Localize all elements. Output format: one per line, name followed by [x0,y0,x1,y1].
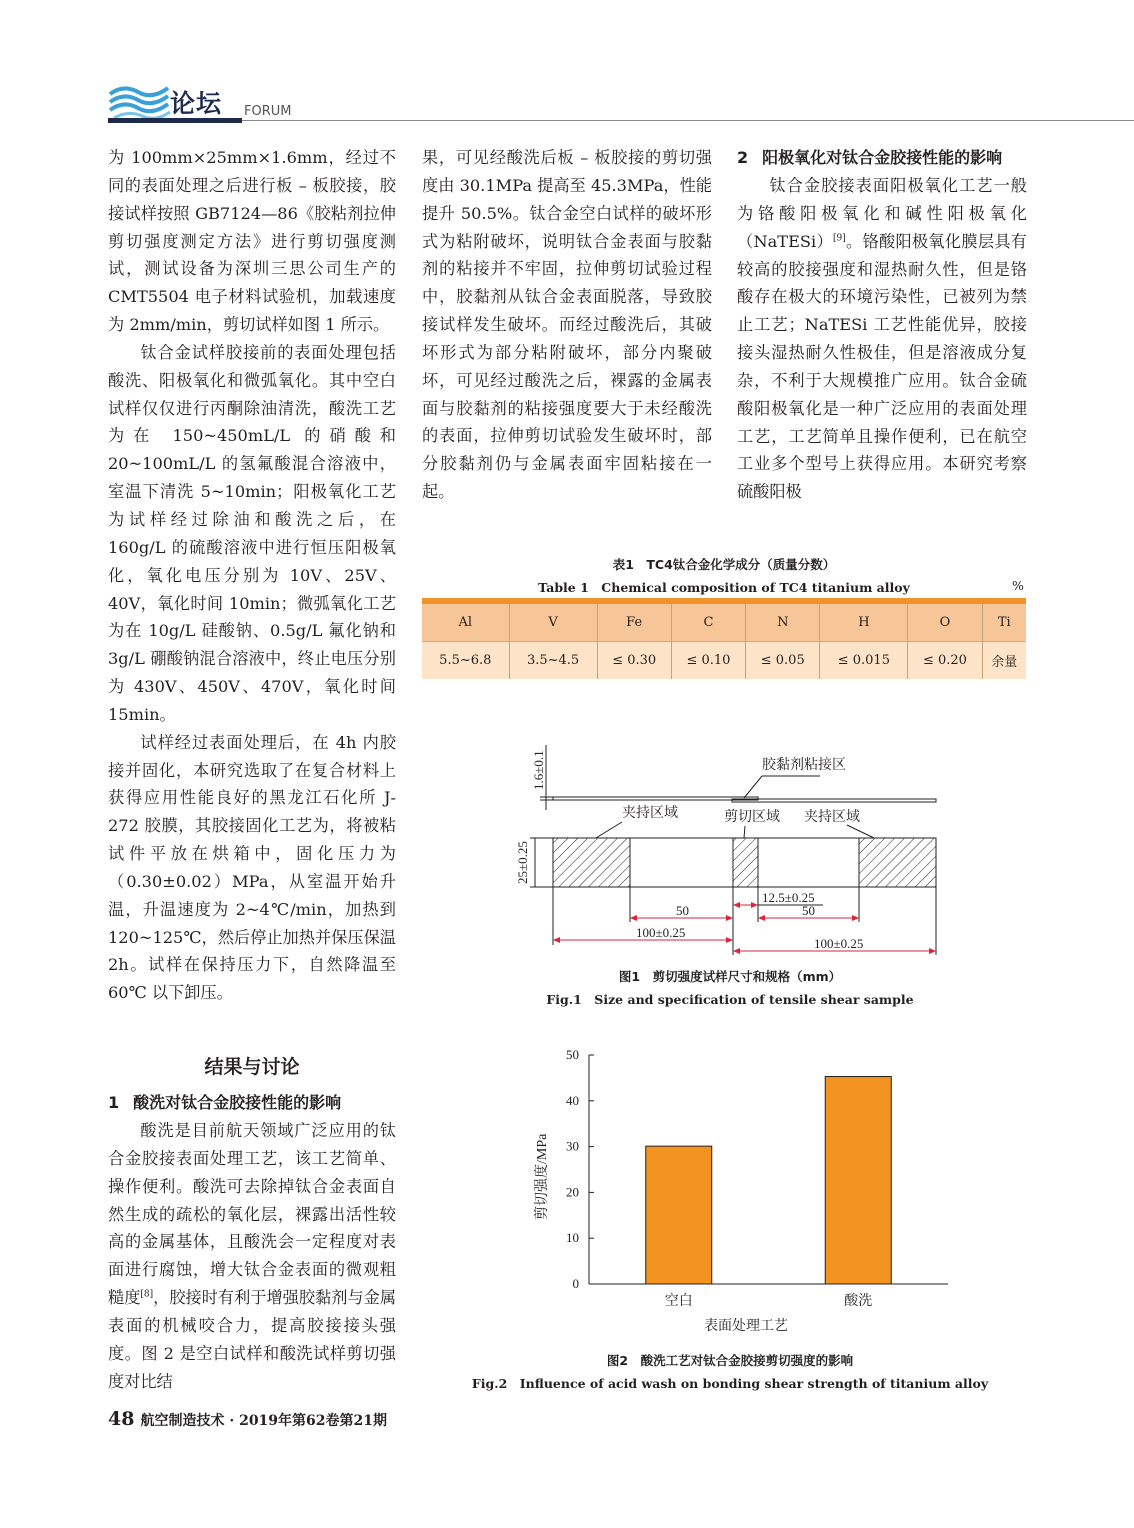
table-cell: ≤ 0.015 [820,641,908,679]
y-tick-label: 30 [566,1138,579,1154]
col1-paragraph-4-text: 酸洗是目前航天领域广泛应用的钛合金胶接表面处理工艺，该工艺简单、操作便利。酸洗可去除掉钛合金表面自然生成的疏松的氧化层，裸露出活性较高的金属基体，且酸洗会一定程度对表面进行腐蚀，增大钛合金表面的微观粗糙度 [108,1121,396,1308]
adhesive-leader [744,776,762,798]
x-tick-label: 空白 [664,1294,693,1309]
table-header-cell: N [746,601,820,641]
header-rule [242,120,1134,121]
clamp-zone-right [859,838,936,887]
col2-paragraph-1: 果，可见经酸洗后板 – 板胶接的剪切强度由 30.1MPa 提高至 45.3MPa，性能提升 50.5%。钛合金空白试样的破坏形式为粘附破坏，说明钛合金表面与胶黏剂的粘接并不牢固，拉伸剪切试验过程中，胶黏剂从钛合金表面脱落，导致胶接试样发生破坏。而经过酸洗后，其破坏形式为部分粘附破坏，部分内聚破坏，可见经过酸洗之后，裸露的金属表面与胶黏剂的粘接强度要大于未经酸洗的表面，拉伸剪切试验发生破坏时，部分胶黏剂仍与金属表面牢固粘接在一起。 [422,148,712,502]
bar [646,1146,712,1284]
y-tick-label: 10 [566,1230,579,1246]
column-1-lower [108,1089,396,1395]
dim-100-right-label: 100±0.25 [814,936,864,951]
table-cell: 3.5~4.5 [509,641,597,679]
y-axis-label: 剪切强度/MPa [535,1133,550,1220]
section-1-title: 酸洗对钛合金胶接性能的影响 [133,1093,342,1112]
shear-zone [733,838,758,887]
column-2 [422,144,712,506]
col1-paragraph-4 [108,1117,396,1395]
specimen-diagram [500,735,960,960]
table-1-caption-en: Table 1 Chemical composition of TC4 titanium alloy [538,580,910,595]
clamp-right-leader [847,825,874,838]
forum-logo-icon [108,80,172,122]
y-tick-label: 50 [566,1047,579,1062]
dim-overlap-label: 12.5±0.25 [762,890,815,905]
section-1-heading [108,1089,396,1117]
table-header-row [422,601,1026,641]
clamp-left-label: 夹持区域 [622,806,678,821]
section-2-title: 阳极氧化对钛合金胶接性能的影响 [762,148,1003,167]
figure-1-caption-en: Fig.1 Size and specification of tensile shear sample [546,992,914,1007]
table-header-cell: C [671,601,745,641]
table-cell: ≤ 0.30 [597,641,671,679]
table-header-cell: H [820,601,908,641]
y-tick-label: 40 [566,1092,579,1108]
col3-paragraph-1-text: 钛合金胶接表面阳极氧化工艺一般为铬酸阳极氧化和碱性阳极氧化（NaTESi） [737,176,1027,251]
clamp-right-label: 夹持区域 [804,810,860,825]
table-header-cell: Fe [597,601,671,641]
col3-paragraph-1-rest: 。铬酸阳极氧化膜层具有较高的胶接强度和湿热耐久性，但是铬酸存在极大的环境污染性，已被列为禁止工艺；NaTESi 工艺性能优异，胶接接头湿热耐久性极佳，但是溶液成分复杂，不利于大规模推广应用。钛合金硫酸阳极氧化是一种广泛应用的表面处理工艺，工艺简单且操作便利，已在航空工业多个型号上获得应用。本研究考察硫酸阳极 [737,231,1027,502]
col1-paragraph-2: 钛合金试样胶接前的表面处理包括酸洗、阳极氧化和微弧氧化。其中空白试样仅仅进行丙酮除油清洗，酸洗工艺为在 150~450mL/L 的硝酸和 20~100mL/L 的氢氟酸混合溶液中，室温下清洗 5~10min；阳极氧化工艺为试样经过除油和酸洗之后，在 160g/L 的硫酸溶液中进行恒压阳极氧化，氧化电压分别为 10V、25V、40V，氧化时间 10min；微弧氧化工艺为在 10g/L 硅酸钠、0.5g/L 氟化钠和 3g/L 硼酸钠混合溶液中，终止电压分别为 430V、450V、470V，氧化时间 15min。 [108,342,396,724]
col1-paragraph-3: 试样经过表面处理后，在 4h 内胶接并固化，本研究选取了在复合材料上获得应用性能良好的黑龙江石化所 J-272 胶膜，其胶接固化工艺为，将被粘试件平放在烘箱中，固化压力为（0.30±0.02）MPa，从室温开始升温，升温速度为 2~4℃/min，加热到 120~125℃，然后停止加热并保压保温 2h。试样在保持压力下，自然降温至 60℃ 以下卸压。 [108,732,396,1003]
dim-50-right-label: 50 [802,903,815,918]
figure-2-caption-en: Fig.2 Influence of acid wash on bonding shear strength of titanium alloy [471,1376,989,1391]
table-header-cell: V [509,601,597,641]
section-2-number: 2 [737,148,749,167]
figure-2-caption-cn: 图2 酸洗工艺对钛合金胶接剪切强度的影响 [606,1353,854,1368]
citation-8: [8] [140,1289,154,1300]
column-1 [108,144,396,1007]
clamp-left-leader [596,822,622,838]
dim-arrowheads [553,902,936,954]
x-axis-label: 表面处理工艺 [704,1319,788,1334]
table-cell: 余量 [982,641,1026,679]
dim-100-left-label: 100±0.25 [636,925,686,940]
col3-paragraph-1 [737,172,1027,506]
table-cell: ≤ 0.05 [746,641,820,679]
upper-plate-side [553,797,758,800]
composition-table [422,598,1026,679]
y-tick-label: 20 [566,1184,579,1200]
figure-1-caption-cn: 图1 剪切强度试样尺寸和规格（mm） [618,969,842,984]
bar [825,1077,891,1284]
shear-zone-label: 剪切区域 [724,810,780,825]
column-3 [737,144,1027,506]
section-1-number: 1 [108,1093,120,1112]
table-cell: 5.5~6.8 [422,641,509,679]
header-title: 论坛 [170,89,223,118]
header-bar [108,118,242,123]
adhesive-zone-label: 胶黏剂粘接区 [762,758,846,773]
lower-plate-side [732,799,936,802]
journal-info: 航空制造技术 · 2019年第62卷第21期 [140,1413,388,1429]
dim-50-left-label: 50 [676,903,689,918]
table-header-cell: O [908,601,982,641]
header-subtitle: FORUM [244,104,292,119]
table-header-cell: Al [422,601,509,641]
table-1-unit: % [1012,578,1024,593]
page-number: 48 [108,1408,135,1430]
width-dim-label: 25±0.25 [515,841,530,884]
table-header-cell: Ti [982,601,1026,641]
citation-9: [9] [832,233,846,244]
table-row [422,641,1026,679]
results-heading: 结果与讨论 [204,1056,300,1078]
y-tick-label: 0 [572,1276,579,1291]
col1-paragraph-4-rest: ，胶接时有利于增强胶黏剂与金属表面的机械咬合力，提高胶接接头强度。图 2 是空白试样和酸洗试样剪切强度对比结 [108,1288,397,1391]
section-2-heading [737,144,1027,172]
clamp-zone-left [553,838,630,887]
shear-leader [744,826,745,838]
thickness-dim-label: 1.6±0.1 [531,750,546,790]
table-cell: ≤ 0.20 [908,641,982,679]
x-tick-label: 酸洗 [844,1294,873,1309]
table-1-caption-cn: 表1 TC4钛合金化学成分（质量分数） [612,557,836,572]
shear-strength-bar-chart [520,1040,960,1340]
col1-paragraph-1: 为 100mm×25mm×1.6mm，经过不同的表面处理之后进行板 – 板胶接，胶接试样按照 GB7124—86《胶粘剂拉伸剪切强度测定方法》进行剪切强度测试，测试设备为深圳三思公司生产的 CMT5504 电子材料试验机，加载速度为 2mm/min，剪切试样如图 1 所示。 [108,148,396,335]
table-cell: ≤ 0.10 [671,641,745,679]
page-footer [108,1408,387,1430]
